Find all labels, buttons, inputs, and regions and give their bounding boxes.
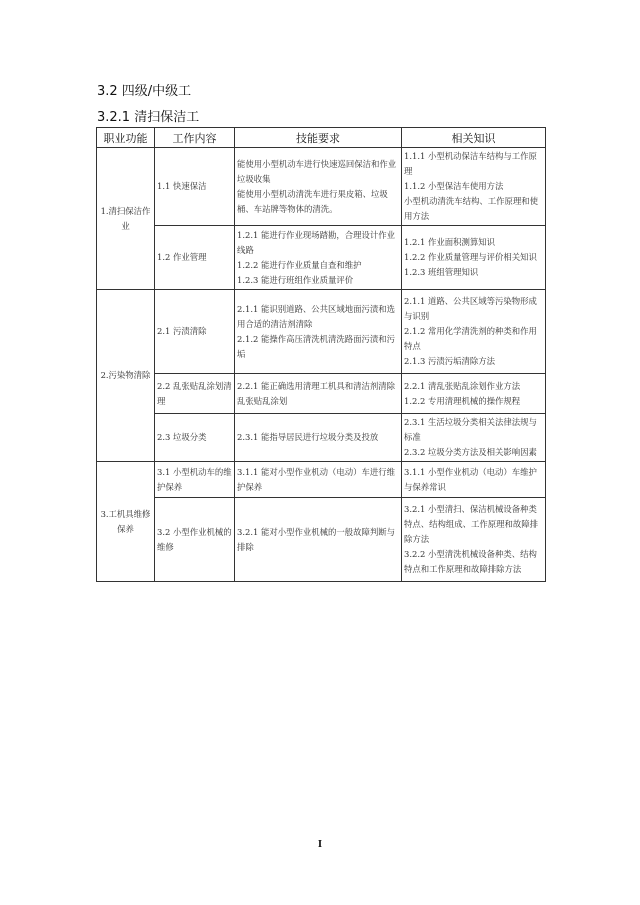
content-cell: 1.2 作业管理 — [155, 226, 235, 290]
skill-item: 3.2.1 能对小型作业机械的一般故障判断与排除 — [237, 526, 395, 552]
page-number: I — [317, 840, 323, 850]
knowledge-item: 1.2.2 作业质量管理与评价相关知识 — [404, 252, 537, 262]
content-cell: 2.1 污渍清除 — [155, 290, 235, 374]
table-row — [97, 374, 546, 414]
skills-cell — [235, 498, 402, 582]
subsection-heading: 3.2.1 清扫保洁工 — [97, 110, 200, 125]
knowledge-item: 2.1.1 道路、公共区域等污染物形成与识别 — [404, 296, 537, 321]
skill-item: 1.2.1 能进行作业现场踏勘，合理设计作业线路 — [237, 229, 395, 255]
knowledge-cell — [402, 498, 546, 582]
table-header-row — [97, 128, 546, 148]
skills-cell — [235, 226, 402, 290]
skills-cell — [235, 290, 402, 374]
knowledge-cell — [402, 148, 546, 226]
skills-cell — [235, 462, 402, 498]
knowledge-item: 2.1.3 污渍污垢清除方法 — [404, 356, 495, 366]
knowledge-item: 2.3.2 垃圾分类方法及相关影响因素 — [404, 447, 537, 457]
knowledge-cell — [402, 290, 546, 374]
knowledge-item: 1.1.2 小型保洁车使用方法 — [404, 181, 504, 191]
skill-item: 1.2.2 能进行作业质量自查和维护 — [237, 259, 362, 270]
knowledge-cell — [402, 414, 546, 462]
knowledge-item: 2.3.1 生活垃圾分类相关法律法规与标准 — [404, 417, 537, 442]
section-heading: 3.2 四级/中级工 — [97, 84, 192, 99]
table-row — [97, 414, 546, 462]
skill-item: 1.2.3 能进行班组作业质量评价 — [237, 274, 354, 285]
skills-table — [96, 127, 546, 582]
function-cell: 1.清扫保洁作业 — [97, 148, 155, 290]
header-skills: 技能要求 — [235, 128, 402, 148]
knowledge-item: 1.2.3 班组管理知识 — [404, 267, 479, 277]
knowledge-item: 2.2.1 清乱张贴乱涂划作业方法 — [404, 380, 521, 391]
knowledge-item: 小型机动清洗车结构、工作原理和使用方法 — [404, 196, 538, 221]
knowledge-item: 1.1.1 小型机动保洁车结构与工作原理 — [404, 151, 537, 176]
knowledge-cell — [402, 374, 546, 414]
skill-item: 2.1.2 能操作高压清洗机清洗路面污渍和污垢 — [237, 333, 395, 359]
skill-item: 2.1.1 能识别道路、公共区域地面污渍和选用合适的清洁剂清除 — [237, 303, 395, 329]
knowledge-item: 3.2.2 小型清洗机械设备种类、结构特点和工作原理和故障排除方法 — [404, 549, 537, 574]
skills-cell — [235, 414, 402, 462]
skill-item: 能使用小型机动清洗车进行果皮箱、垃圾桶、车站牌等物体的清洗。 — [237, 188, 388, 214]
header-knowledge: 相关知识 — [402, 128, 546, 148]
header-function: 职业功能 — [97, 128, 155, 148]
knowledge-item: 3.2.1 小型清扫、保洁机械设备种类特点、结构组成、工作原理和故障排除方法 — [404, 504, 538, 544]
knowledge-cell — [402, 226, 546, 290]
skill-item: 2.2.1 能正确选用清理工机具和清洁剂清除乱张贴乱涂划 — [237, 380, 395, 406]
content-cell: 2.3 垃圾分类 — [155, 414, 235, 462]
knowledge-item: 3.1.1 小型作业机动（电动）车维护与保养常识 — [404, 466, 537, 492]
header-content: 工作内容 — [155, 128, 235, 148]
table-row — [97, 498, 546, 582]
content-cell: 1.1 快速保洁 — [155, 148, 235, 226]
skill-item: 2.3.1 能指导居民进行垃圾分类及投放 — [237, 432, 379, 442]
function-cell: 3.工机具维修保养 — [97, 462, 155, 582]
skill-item: 3.1.1 能对小型作业机动（电动）车进行维护保养 — [237, 466, 395, 492]
skills-cell — [235, 148, 402, 226]
skills-cell — [235, 374, 402, 414]
table-row — [97, 226, 546, 290]
table-row — [97, 148, 546, 226]
knowledge-item: 1.2.1 作业面积测算知识 — [404, 237, 495, 247]
function-cell: 2.污染物清除 — [97, 290, 155, 462]
table-row — [97, 290, 546, 374]
table-row — [97, 462, 546, 498]
content-cell: 3.2 小型作业机械的维修 — [155, 498, 235, 582]
knowledge-item: 1.2.2 专用清理机械的操作规程 — [404, 395, 521, 406]
content-cell: 3.1 小型机动车的维护保养 — [155, 462, 235, 498]
knowledge-item: 2.1.2 常用化学清洗剂的种类和作用特点 — [404, 326, 537, 351]
knowledge-cell — [402, 462, 546, 498]
content-cell: 2.2 乱张贴乱涂划清理 — [155, 374, 235, 414]
skill-item: 能使用小型机动车进行快速巡回保洁和作业垃圾收集 — [237, 158, 397, 184]
